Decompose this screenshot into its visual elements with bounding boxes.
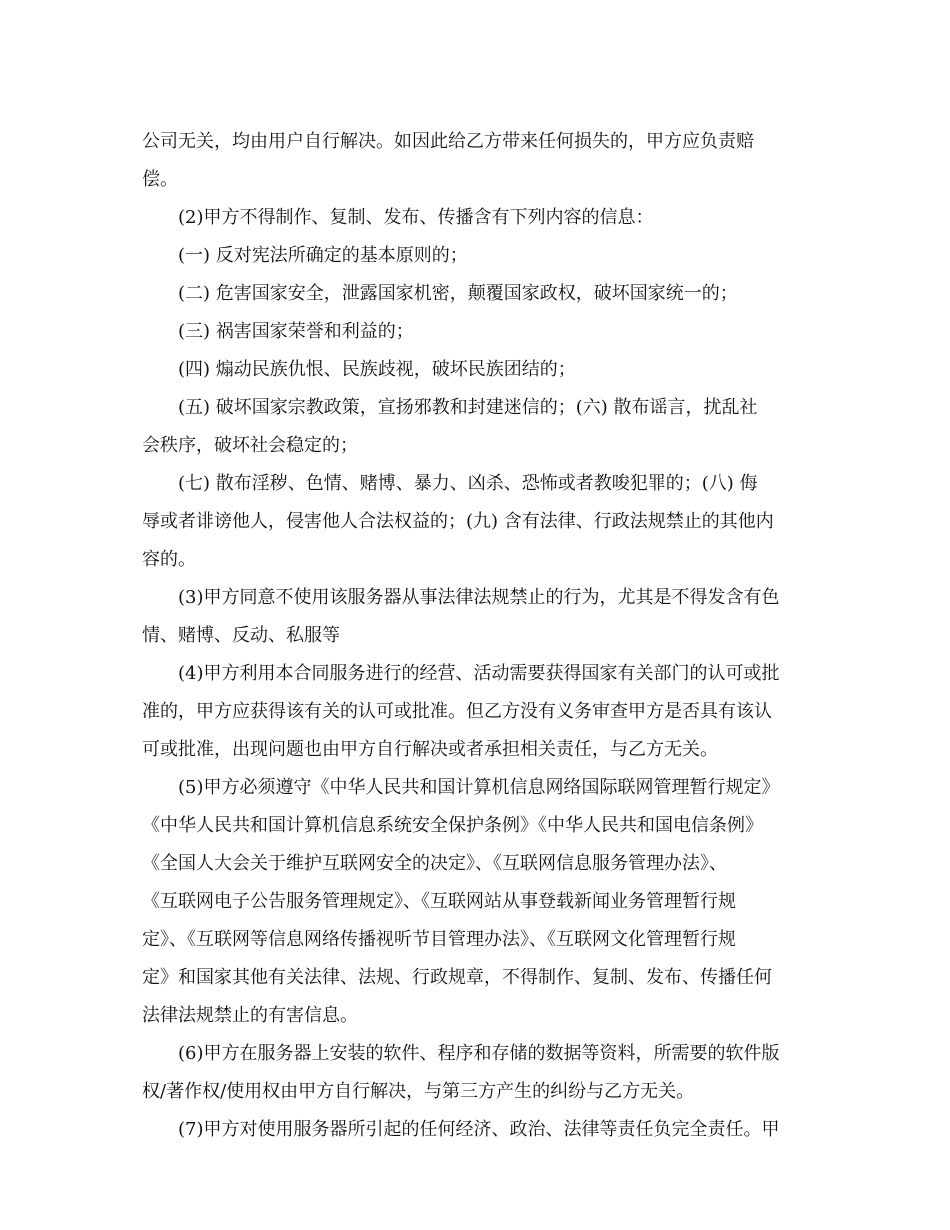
paragraph-line: 可或批准，出现问题也由甲方自行解决或者承担相关责任，与乙方无关。 bbox=[142, 739, 718, 760]
list-item: 辱或者诽谤他人，侵害他人合法权益的；(九) 含有法律、行政法规禁止的其他内 bbox=[142, 511, 774, 532]
list-item: (七) 散布淫秽、色情、赌博、暴力、凶杀、恐怖或者教唆犯罪的；(八) 侮 bbox=[178, 473, 758, 494]
paragraph-line: (4)甲方利用本合同服务进行的经营、活动需要获得国家有关部门的认可或批 bbox=[178, 663, 780, 684]
paragraph-line: 偿。 bbox=[142, 169, 178, 190]
paragraph-line: (3)甲方同意不使用该服务器从事法律法规禁止的行为，尤其是不得发含有色 bbox=[178, 587, 780, 608]
paragraph-line: 法律法规禁止的有害信息。 bbox=[142, 1005, 358, 1026]
paragraph-line: (6)甲方在服务器上安装的软件、程序和存储的数据等资料，所需要的软件版 bbox=[178, 1043, 780, 1064]
paragraph-line: 《中华人民共和国计算机信息系统安全保护条例》《中华人民共和国电信条例》 bbox=[142, 815, 763, 836]
paragraph-line: (7)甲方对使用服务器所引起的任何经济、政治、法律等责任负完全责任。甲 bbox=[178, 1119, 780, 1140]
list-item: (一) 反对宪法所确定的基本原则的； bbox=[178, 245, 468, 266]
paragraph-line: 权/著作权/使用权由甲方自行解决，与第三方产生的纠纷与乙方无关。 bbox=[142, 1081, 695, 1102]
list-item: (二) 危害国家安全，泄露国家机密，颠覆国家政权，破坏国家统一的； bbox=[178, 283, 738, 304]
list-item: 容的。 bbox=[142, 549, 196, 570]
paragraph-line: 定》、《互联网等信息网络传播视听节目管理办法》、《互联网文化管理暂行规 bbox=[142, 929, 736, 950]
paragraph-line: (2)甲方不得制作、复制、发布、传播含有下列内容的信息： bbox=[178, 207, 654, 228]
list-item: 会秩序，破坏社会稳定的； bbox=[142, 435, 358, 456]
list-item: (四) 煽动民族仇恨、民族歧视，破坏民族团结的； bbox=[178, 359, 576, 380]
list-item: (三) 祸害国家荣誉和利益的； bbox=[178, 321, 414, 342]
paragraph-line: 准的，甲方应获得该有关的认可或批准。但乙方没有义务审查甲方是否具有该认 bbox=[142, 701, 772, 722]
paragraph-line: (5)甲方必须遵守《中华人民共和国计算机信息网络国际联网管理暂行规定》 bbox=[178, 777, 780, 798]
paragraph-line: 《全国人大会关于维护互联网安全的决定》、《互联网信息服务管理办法》、 bbox=[142, 853, 727, 874]
paragraph-line: 定》和国家其他有关法律、法规、行政规章，不得制作、复制、发布、传播任何 bbox=[142, 967, 772, 988]
list-item: (五) 破坏国家宗教政策，宣扬邪教和封建迷信的；(六) 散布谣言，扰乱社 bbox=[178, 397, 758, 418]
paragraph-line: 公司无关，均由用户自行解决。如因此给乙方带来任何损失的，甲方应负责赔 bbox=[142, 131, 754, 152]
paragraph-line: 情、赌博、反动、私服等 bbox=[142, 625, 340, 646]
paragraph-line: 《互联网电子公告服务管理规定》、《互联网站从事登载新闻业务管理暂行规 bbox=[142, 891, 736, 912]
document-body bbox=[142, 127, 810, 1145]
